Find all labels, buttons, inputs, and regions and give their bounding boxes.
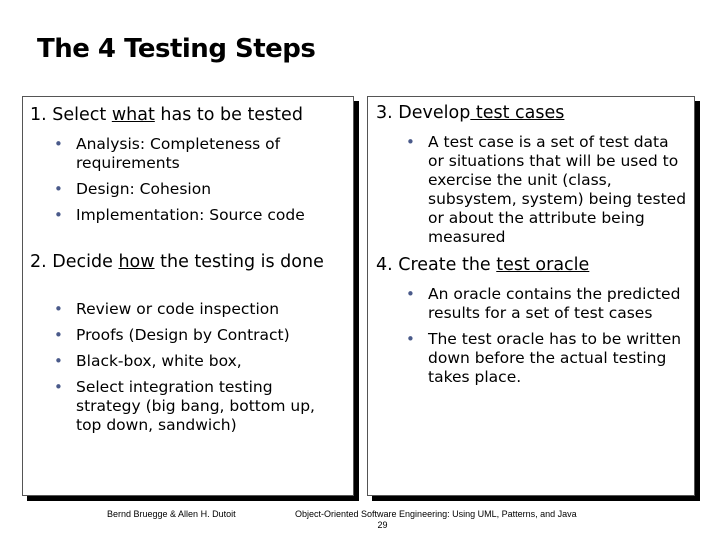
step-4-bullet-list	[406, 285, 688, 394]
step-4-keyword: test oracle	[496, 255, 590, 275]
footer-center	[295, 509, 577, 531]
bullet-item: • Black-box, white box,	[54, 352, 339, 371]
step-1-prefix: 1. Select	[30, 105, 112, 125]
step-2-suffix: the testing is done	[154, 252, 324, 272]
step-2-prefix: 2. Decide	[30, 252, 119, 272]
step-2-bullet-list	[54, 300, 339, 442]
page-number: 29	[377, 520, 388, 530]
step-1-heading	[30, 105, 303, 125]
bullet-item: • Design: Cohesion	[54, 180, 334, 199]
step-4-prefix: 4. Create the	[376, 255, 497, 275]
step-3-bullet-list	[406, 133, 688, 254]
bullet-item: • An oracle contains the predicted results for a set of test cases	[406, 285, 688, 323]
step-3-keyword: test cases	[470, 103, 565, 123]
step-1-bullet-list	[54, 135, 334, 232]
step-1-suffix: has to be tested	[154, 105, 303, 125]
footer-authors: Bernd Bruegge & Allen H. Dutoit	[107, 509, 236, 519]
bullet-item: • Implementation: Source code	[54, 206, 334, 225]
bullet-item: • A test case is a set of test data or situations that will be used to exercise the unit (class, subsystem, system) being tested or about the attribute being measured	[406, 133, 688, 247]
step-4-heading	[376, 255, 589, 275]
bullet-item: • Select integration testing strategy (big bang, bottom up, top down, sandwich)	[54, 378, 339, 435]
left-panel	[22, 96, 354, 496]
bullet-item: • Review or code inspection	[54, 300, 339, 319]
step-3-heading	[376, 103, 564, 123]
bullet-item: • Analysis: Completeness of requirements	[54, 135, 334, 173]
step-1-keyword: what	[111, 105, 155, 125]
footer-book-title: Object-Oriented Software Engineering: Using UML, Patterns, and Java	[295, 509, 577, 519]
step-2-keyword: how	[118, 252, 155, 272]
step-3-prefix: 3. Develop	[376, 103, 471, 123]
right-panel	[367, 96, 695, 496]
slide-title: The 4 Testing Steps	[37, 34, 316, 64]
bullet-item: • Proofs (Design by Contract)	[54, 326, 339, 345]
step-2-heading	[30, 252, 330, 272]
bullet-item: • The test oracle has to be written down before the actual testing takes place.	[406, 330, 688, 387]
